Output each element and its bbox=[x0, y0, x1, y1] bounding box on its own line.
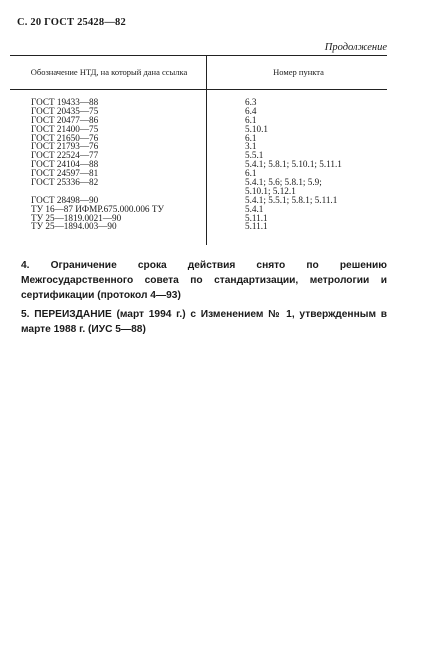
page-header: С. 20 ГОСТ 25428—82 bbox=[17, 17, 126, 28]
document-designation: ТУ 25—1819.0021—90 bbox=[31, 212, 122, 223]
document-designation: ГОСТ 28498—90 bbox=[31, 194, 99, 205]
document-designation: ГОСТ 21793—76 bbox=[31, 141, 99, 152]
clause-number: 6.1 bbox=[245, 114, 257, 125]
clause-number: 3.1 bbox=[245, 141, 257, 152]
document-designation: ГОСТ 21400—75 bbox=[31, 123, 99, 134]
table-body bbox=[10, 90, 387, 245]
document-designation: ТУ 16—87 ИФМР.675.000.006 ТУ bbox=[31, 203, 164, 214]
clause-number: 5.10.1; 5.12.1 bbox=[245, 185, 296, 196]
document-designation: ГОСТ 20435—75 bbox=[31, 105, 99, 116]
clause-number: 5.4.1 bbox=[245, 203, 264, 214]
clause-number: 5.4.1; 5.6; 5.8.1; 5.9; bbox=[245, 177, 322, 188]
paragraph-5: 5. ПЕРЕИЗДАНИЕ (март 1994 г.) с Изменением № 1, утвержденным в марте 1988 г. (ИУС 5—88) bbox=[21, 309, 387, 335]
clause-number: 5.11.1 bbox=[245, 221, 268, 232]
table-row bbox=[10, 222, 387, 231]
clause-number: 5.4.1; 5.8.1; 5.10.1; 5.11.1 bbox=[245, 159, 342, 170]
clause-number: 5.10.1 bbox=[245, 123, 268, 134]
continuation-label: Продолжение bbox=[324, 42, 387, 53]
document-designation: ГОСТ 25336—82 bbox=[31, 177, 99, 188]
table-row bbox=[10, 178, 387, 187]
clause-number: 5.5.1 bbox=[245, 150, 264, 161]
document-designation: ТУ 25—1894.003—90 bbox=[31, 221, 117, 232]
column-header-document: Обозначение НТД, на который дана ссылка bbox=[30, 67, 188, 77]
clause-number: 6.1 bbox=[245, 168, 257, 179]
paragraph-4: 4. Ограничение срока действия снято по решению Межгосударственного совета по стандартизации, метрологии и сертификации (протокол 4—93) bbox=[21, 260, 387, 301]
document-designation: ГОСТ 24104—88 bbox=[31, 159, 99, 170]
clause-number: 5.11.1 bbox=[245, 212, 268, 223]
table-rows bbox=[10, 98, 387, 231]
references-table bbox=[10, 55, 387, 245]
column-divider bbox=[206, 56, 207, 89]
document-designation: ГОСТ 21650—76 bbox=[31, 132, 99, 143]
document-designation: ГОСТ 19433—88 bbox=[31, 97, 99, 107]
clause-number: 5.4.1; 5.5.1; 5.8.1; 5.11.1 bbox=[245, 194, 338, 205]
document-designation: ГОСТ 20477—86 bbox=[31, 114, 99, 125]
document-designation: ГОСТ 22524—77 bbox=[31, 150, 99, 161]
clause-number: 6.3 bbox=[245, 97, 257, 107]
clause-number: 6.1 bbox=[245, 132, 257, 143]
table-header bbox=[10, 55, 387, 90]
document-designation: ГОСТ 24597—81 bbox=[31, 168, 99, 179]
column-header-clause: Номер пункта bbox=[273, 67, 324, 77]
clause-number: 6.4 bbox=[245, 105, 257, 116]
